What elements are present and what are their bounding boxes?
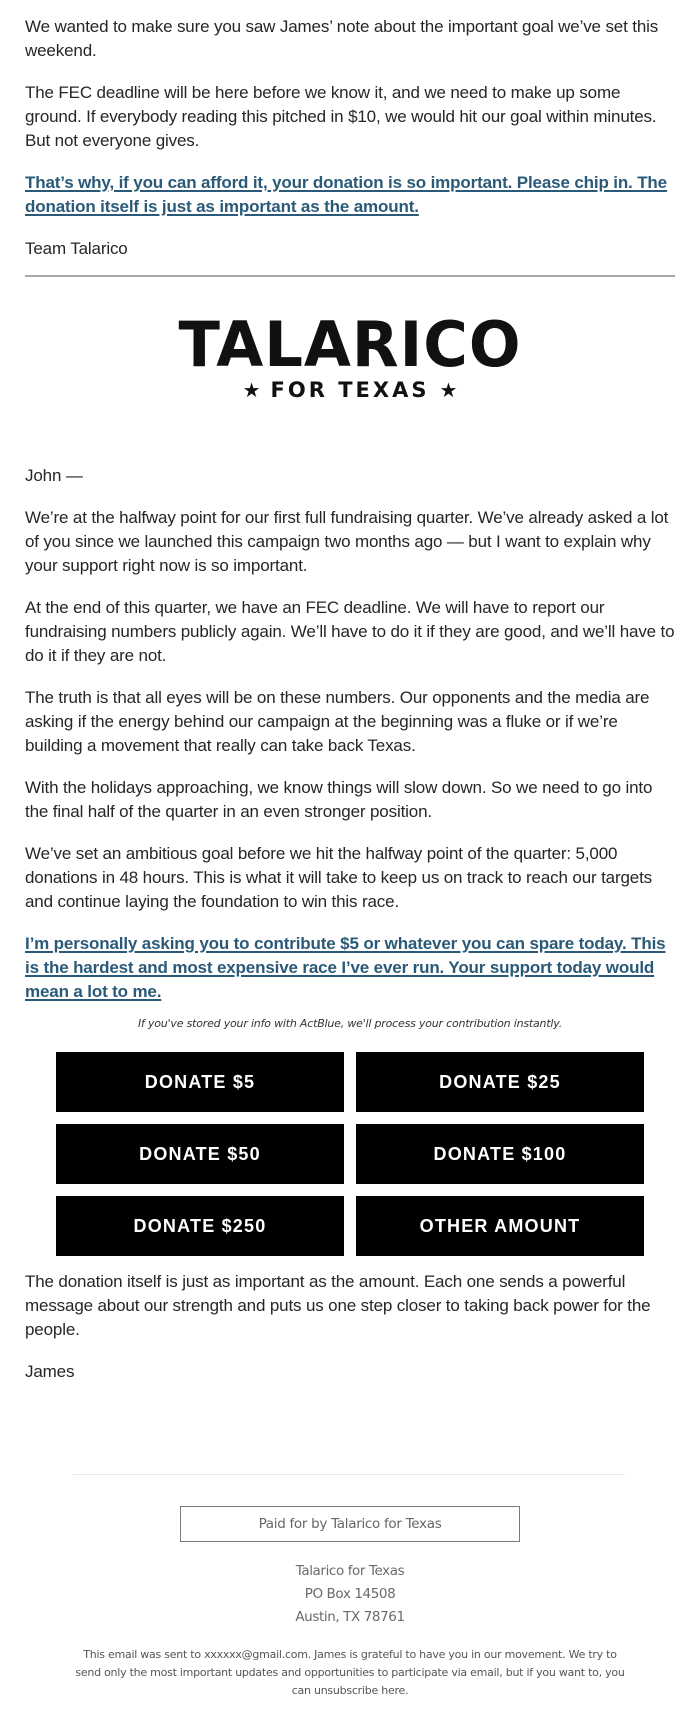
address-line2: Austin, TX 78761 xyxy=(295,1609,405,1625)
unsubscribe-link[interactable]: can unsubscribe here. xyxy=(291,1684,409,1697)
donate-button-grid xyxy=(56,1052,644,1256)
logo-tagline-text: FOR TEXAS xyxy=(270,378,430,402)
signature: James xyxy=(25,1362,75,1381)
legal-text xyxy=(73,1646,627,1700)
intro-paragraph: The FEC deadline will be here before we know it, and we need to make up some ground. If everybody reading this pitched in $10, we would hit our goal within minutes. But not everyone gives. xyxy=(25,83,657,150)
closing-paragraph: The donation itself is just as important as the amount. Each one sends a powerful message about our strength and puts us one step closer to taking back power for the people. xyxy=(25,1272,651,1339)
letter-body xyxy=(25,464,675,1004)
talarico-logo xyxy=(0,308,700,402)
donate-5-button[interactable]: DONATE $5 xyxy=(56,1052,344,1112)
greeting: John — xyxy=(25,466,83,485)
intro-paragraph: We wanted to make sure you saw James’ note about the important goal we’ve set this weekend. xyxy=(25,17,659,60)
legal-body: This email was sent to xxxxxx@gmail.com. James is grateful to have you in our movement. We try to send only the most important updates and opportunities to participate via email, but if you want to, you xyxy=(75,1648,625,1679)
donate-25-button[interactable]: DONATE $25 xyxy=(356,1052,644,1112)
footer-divider xyxy=(73,1474,625,1475)
letter-paragraph: The truth is that all eyes will be on these numbers. Our opponents and the media are asking if the energy behind our campaign at the beginning was a fluke or if we’re building a movement that really can take back Texas. xyxy=(25,688,650,755)
personal-appeal-link[interactable]: I’m personally asking you to contribute $5 or whatever you can spare today. This is the hardest and most expensive race I’ve ever run. Your support today would mean a lot to me. xyxy=(25,934,666,1001)
section-divider xyxy=(25,275,675,277)
address-name: Talarico for Texas xyxy=(295,1563,405,1579)
donate-250-button[interactable]: DONATE $250 xyxy=(56,1196,344,1256)
star-icon: ★ xyxy=(242,378,261,402)
letter-paragraph: We’re at the halfway point for our first full fundraising quarter. We’ve already asked a lot of you since we launched this campaign two months ago — but I want to explain why your support right now is so important. xyxy=(25,508,669,575)
address-line1: PO Box 14508 xyxy=(304,1586,396,1602)
letter-paragraph: We’ve set an ambitious goal before we hit the halfway point of the quarter: 5,000 donations in 48 hours. This is what it will take to keep us on track to reach our targets and continue laying the foundation to win this race. xyxy=(25,844,653,911)
mailing-address xyxy=(0,1560,700,1629)
star-icon: ★ xyxy=(439,378,458,402)
intro-section xyxy=(25,15,675,261)
donation-appeal-link[interactable]: That’s why, if you can afford it, your donation is so important. Please chip in. The donation itself is just as important as the amount. xyxy=(25,173,667,216)
closing-section xyxy=(25,1270,675,1384)
logo-wordmark: TALARICO xyxy=(178,308,522,381)
paid-for-disclaimer: Paid for by Talarico for Texas xyxy=(180,1506,520,1542)
donate-50-button[interactable]: DONATE $50 xyxy=(56,1124,344,1184)
team-signoff: Team Talarico xyxy=(25,239,128,258)
letter-paragraph: With the holidays approaching, we know things will slow down. So we need to go into the final half of the quarter in an even stronger position. xyxy=(25,778,653,821)
letter-paragraph: At the end of this quarter, we have an FEC deadline. We will have to report our fundraising numbers publicly again. We’ll have to do it if they are good, and we’ll have to do it if they are not. xyxy=(25,598,675,665)
actblue-note: If you've stored your info with ActBlue, we'll process your contribution instantly. xyxy=(137,1017,563,1030)
other-amount-button[interactable]: OTHER AMOUNT xyxy=(356,1196,644,1256)
donate-100-button[interactable]: DONATE $100 xyxy=(356,1124,644,1184)
